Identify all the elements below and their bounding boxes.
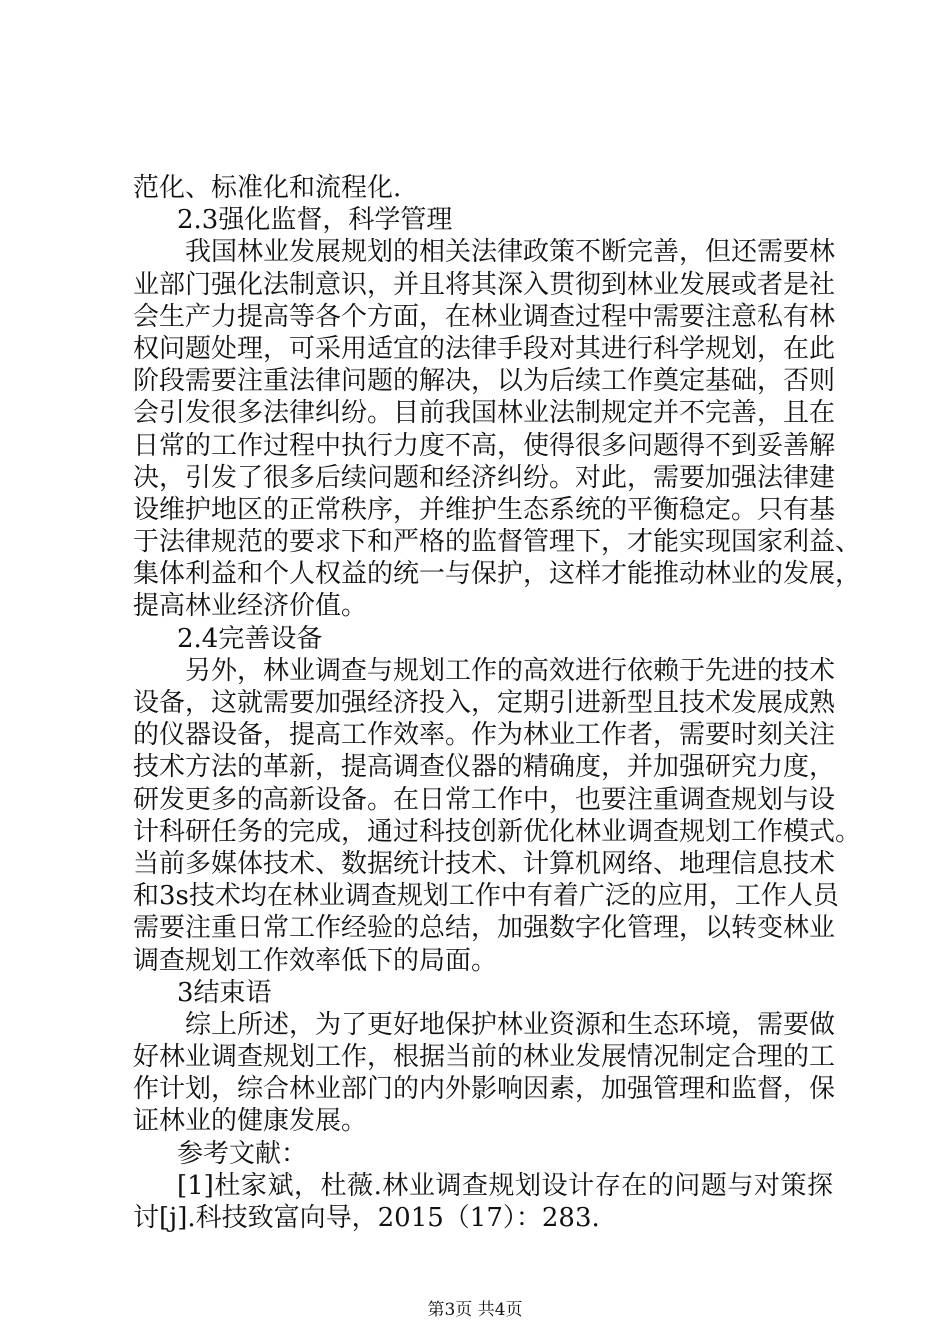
body-line: 综上所述，为了更好地保护林业资源和生态环境，需要做 bbox=[185, 1009, 836, 1040]
body-line: 作计划，综合林业部门的内外影响因素，加强管理和监督，保 bbox=[133, 1074, 836, 1105]
body-line: 技术方法的革新，提高调查仪器的精确度，并加强研究力度， bbox=[133, 752, 836, 783]
body-line: 于法律规范的要求下和严格的监督管理下，才能实现国家利益、 bbox=[133, 527, 862, 558]
body-line: 日常的工作过程中执行力度不高，使得很多问题得不到妥善解 bbox=[133, 430, 836, 461]
body-line: 会生产力提高等各个方面，在林业调查过程中需要注意私有林 bbox=[133, 301, 836, 332]
reference-item-cont: 讨[j].科技致富向导，2015（17）：283. bbox=[133, 1203, 600, 1233]
body-line: 研发更多的高新设备。在日常工作中，也要注重调查规划与设 bbox=[133, 784, 836, 815]
body-line: 好林业调查规划工作，根据当前的林业发展情况制定合理的工 bbox=[133, 1042, 836, 1073]
body-line: 另外，林业调查与规划工作的高效进行依赖于先进的技术 bbox=[185, 655, 836, 686]
section-heading-2-4: 2.4完善设备 bbox=[177, 623, 323, 654]
body-line: 提高林业经济价值。 bbox=[133, 591, 368, 622]
body-line: 设维护地区的正常秩序，并维护生态系统的平衡稳定。只有基 bbox=[133, 494, 836, 525]
body-line: 业部门强化法制意识，并且将其深入贯彻到林业发展或者是社 bbox=[133, 269, 836, 300]
body-line: 的仪器设备，提高工作效率。作为林业工作者，需要时刻关注 bbox=[133, 720, 836, 751]
body-line: 调查规划工作效率低下的局面。 bbox=[133, 945, 498, 976]
body-line: 范化、标准化和流程化. bbox=[133, 173, 402, 203]
body-line: 证林业的健康发展。 bbox=[133, 1106, 368, 1137]
body-line: 计科研任务的完成，通过科技创新优化林业调查规划工作模式。 bbox=[133, 816, 862, 847]
body-line: 决，引发了很多后续问题和经济纠纷。对此，需要加强法律建 bbox=[133, 462, 836, 493]
section-heading-2-3: 2.3强化监督，科学管理 bbox=[177, 205, 453, 236]
page-number-footer: 第3页 共4页 bbox=[427, 1300, 523, 1320]
body-line: 当前多媒体技术、数据统计技术、计算机网络、地理信息技术 bbox=[133, 848, 836, 879]
body-text bbox=[133, 172, 862, 1234]
body-line: 会引发很多法律纠纷。目前我国林业法制规定并不完善，且在 bbox=[133, 398, 836, 429]
body-line: 和3s技术均在林业调查规划工作中有着广泛的应用，工作人员 bbox=[133, 881, 839, 912]
body-line: 集体利益和个人权益的统一与保护，这样才能推动林业的发展， bbox=[133, 559, 862, 590]
body-line: 需要注重日常工作经验的总结，加强数字化管理，以转变林业 bbox=[133, 913, 836, 944]
body-line: 我国林业发展规划的相关法律政策不断完善，但还需要林 bbox=[185, 237, 836, 268]
body-line: 权问题处理，可采用适宜的法律手段对其进行科学规划，在此 bbox=[133, 333, 836, 364]
reference-item: [1]杜家斌，杜薇.林业调查规划设计存在的问题与对策探 bbox=[177, 1170, 833, 1201]
body-line: 设备，这就需要加强经济投入，定期引进新型且技术发展成熟 bbox=[133, 688, 836, 718]
section-heading-3: 3结束语 bbox=[177, 977, 272, 1008]
references-heading: 参考文献： bbox=[177, 1138, 308, 1169]
body-line: 阶段需要注重法律问题的解决，以为后续工作奠定基础，否则 bbox=[133, 366, 836, 397]
